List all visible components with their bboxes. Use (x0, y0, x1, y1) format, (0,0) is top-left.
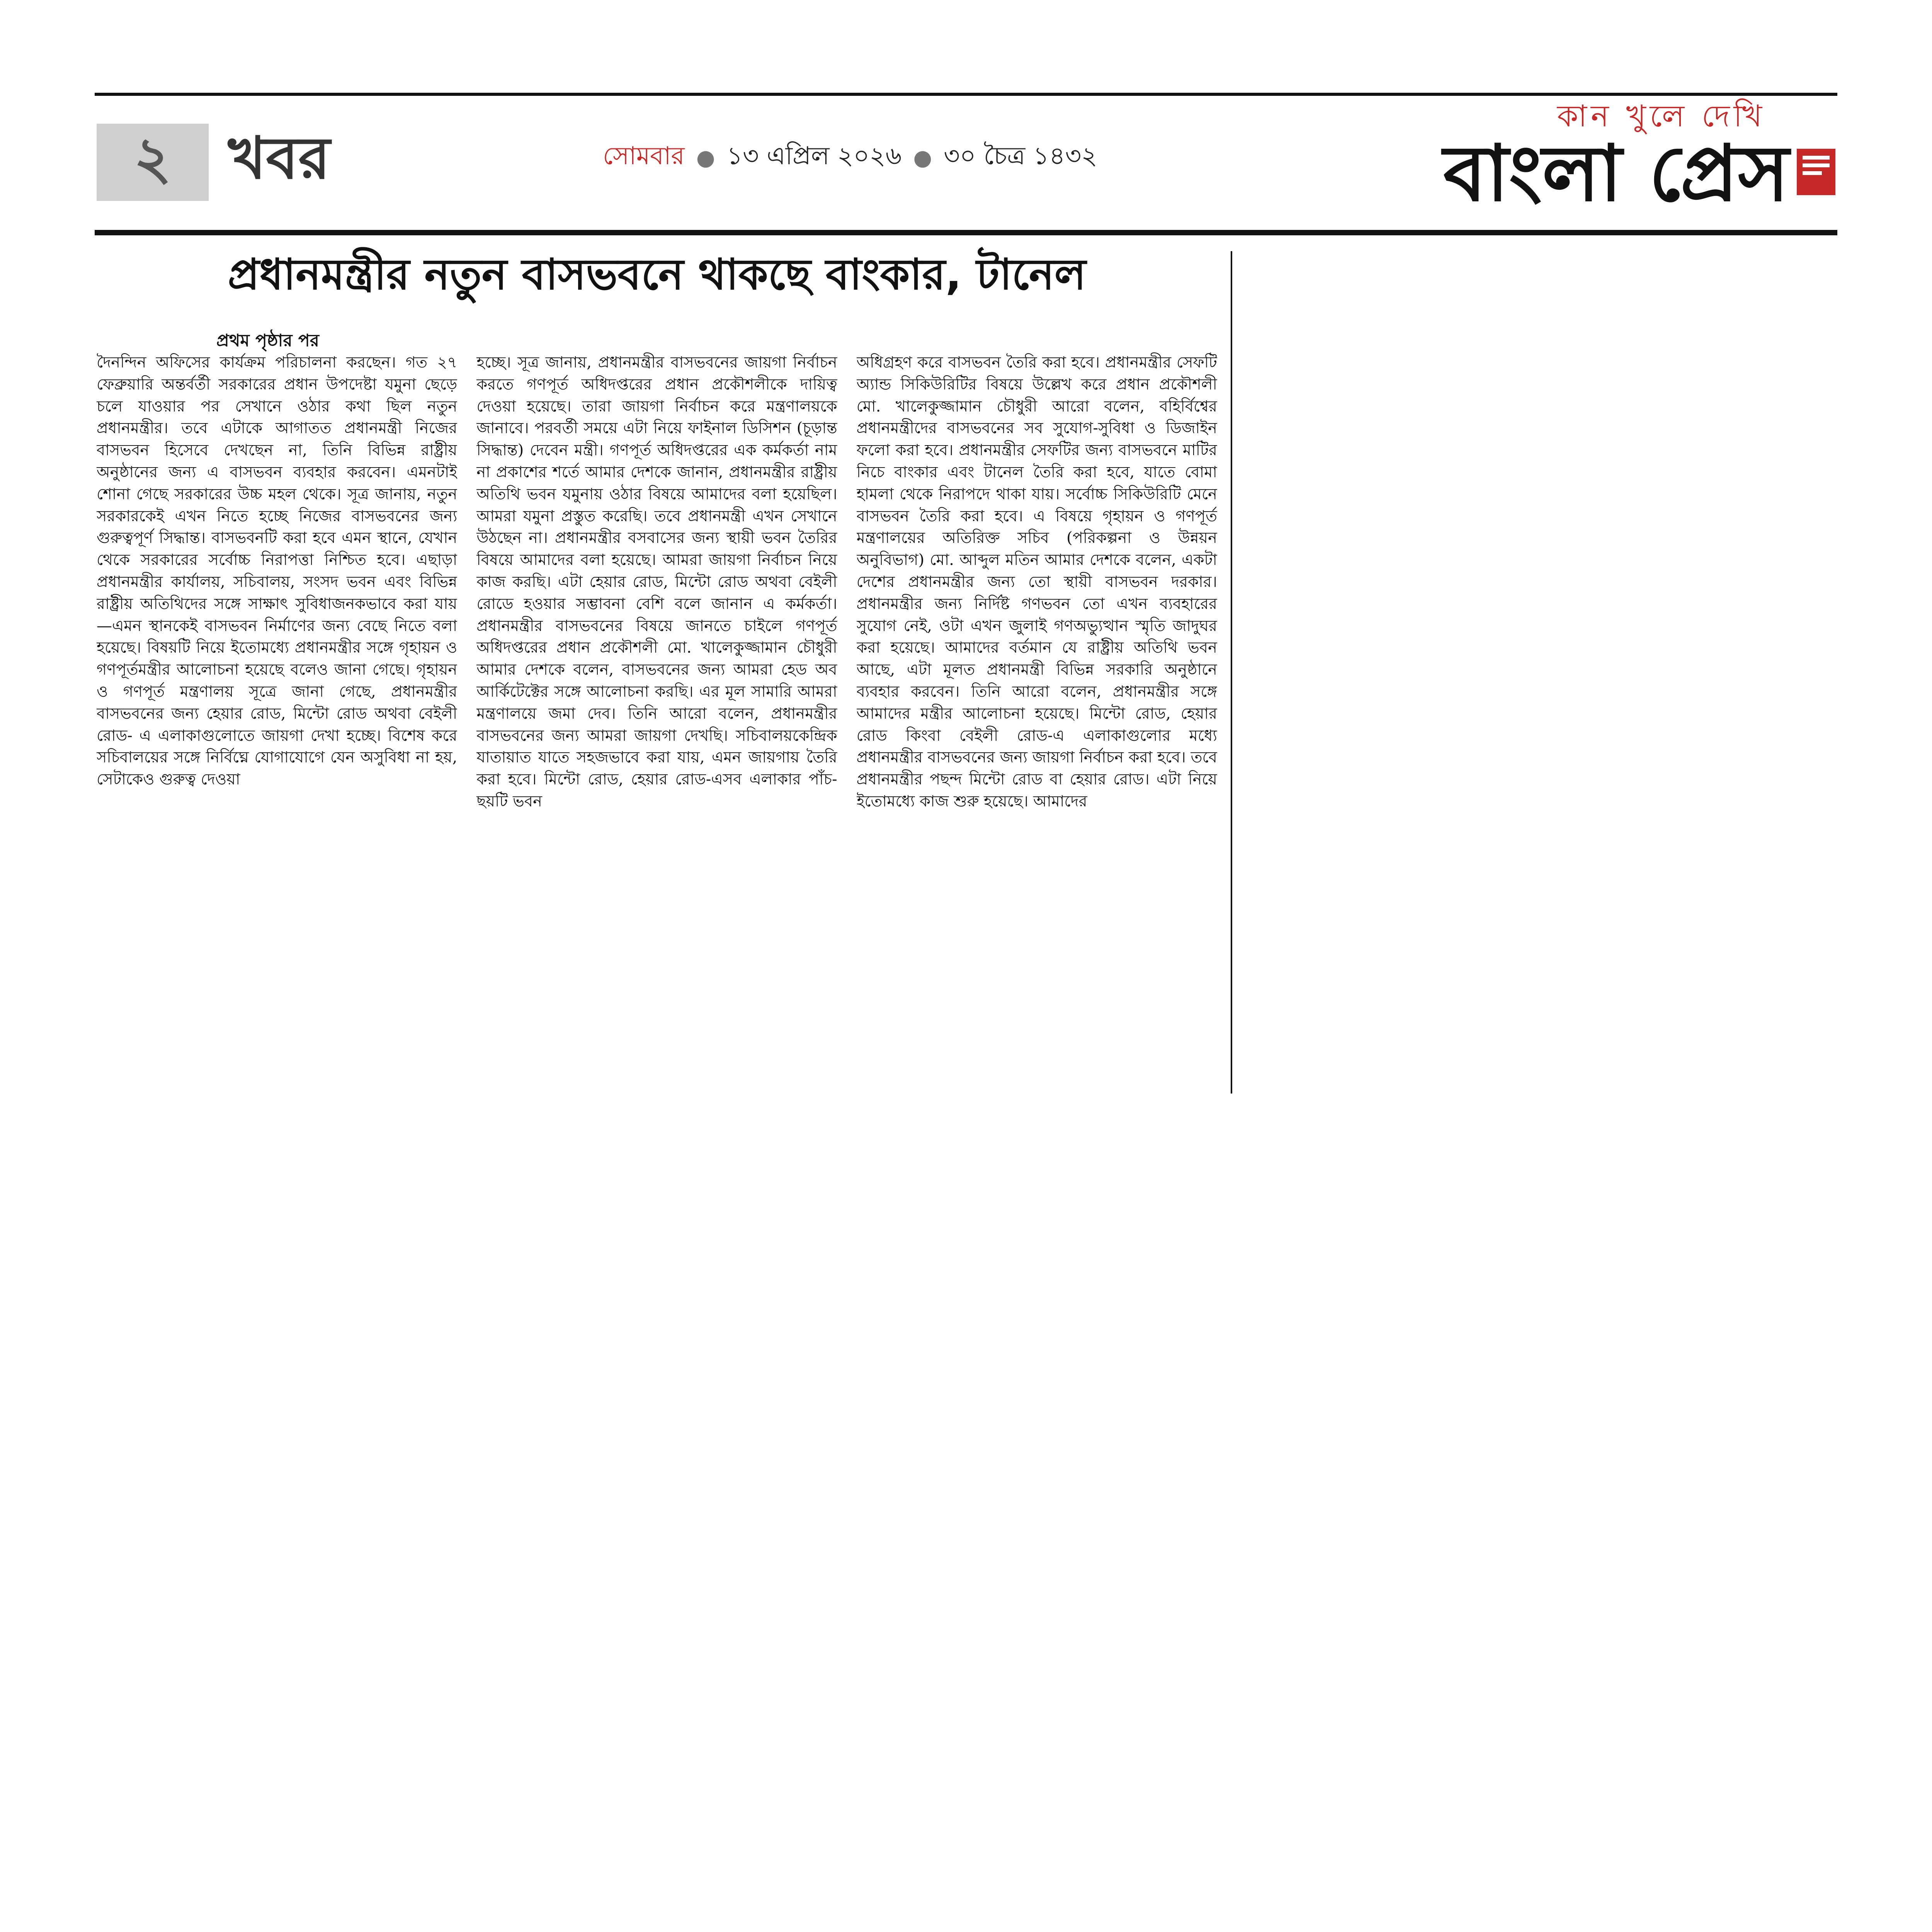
tagline: কান খুলে দেখি (1557, 99, 1766, 134)
weekday: সোমবার (603, 142, 685, 170)
date-line (603, 137, 1097, 179)
masthead-rule (95, 230, 1837, 235)
continued-label: প্রথম পৃষ্ঠার পর (216, 331, 319, 350)
date-bangla: ৩০ চৈত্র ১৪৩২ (944, 142, 1097, 170)
date-separator-icon: ● (913, 145, 932, 170)
column-divider (1231, 251, 1232, 1094)
date-gregorian: ১৩ এপ্রিল ২০২৬ (726, 142, 902, 170)
lead-headline: প্রধানমন্ত্রীর নতুন বাসভবনে থাকছে বাংকার, টানেল (228, 250, 1086, 299)
lead-story (97, 251, 1217, 298)
section-label: খবর (228, 125, 330, 192)
logo-mark-icon (1793, 145, 1839, 203)
page-number: ২ (97, 124, 209, 201)
lead-column: দৈনন্দিন অফিসের কার্যক্রম পরিচালনা করছেন। গত ২৭ ফেব্রুয়ারি অন্তর্বর্তী সরকারের প্রধান উপদেষ্টা যমুনা ছেড়ে চলে যাওয়ার পর সেখানে ওঠার কথা ছিল নতুন প্রধানমন্ত্রীর। তবে এটাকে আগাতত প্রধানমন্ত্রী নিজের বাসভবন হিসেবে দেখছেন না, তিনি বিভিন্ন রাষ্ট্রীয় অনুষ্ঠানের জন্য এ বাসভবন ব্যবহার করবেন। এমনটাই শোনা গেছে সরকারের উচ্চ মহল থেকে। সূত্র জানায়, নতুন সরকারকেই এখন নিতে হচ্ছে নিজের বাসভবনের জন্য গুরুত্বপূর্ণ সিদ্ধান্ত। বাসভবনটি করা হবে এমন স্থানে, যেখান থেকে সরকারের সর্বোচ্চ নিরাপত্তা নিশ্চিত হবে। এছাড়া প্রধানমন্ত্রীর কার্যালয়, সচিবালয়, সংসদ ভবন এবং বিভিন্ন রাষ্ট্রীয় অতিথিদের সঙ্গে সাক্ষাৎ সুবিধাজনকভাবে করা যায়—এমন স্থানকেই বাসভবন নির্মাণের জন্য বেছে নিতে বলা হয়েছে। বিষয়টি নিয়ে ইতোমধ্যে প্রধানমন্ত্রীর সঙ্গে গৃহায়ন ও গণপূর্তমন্ত্রীর আলোচনা হয়েছে বলেও জানা গেছে। গৃহায়ন ও গণপূর্ত মন্ত্রণালয় সূত্রে জানা গেছে, প্রধানমন্ত্রীর বাসভবনের জন্য হেয়ার রোড, মিন্টো রোড অথবা বেইলী রোড- এ এলাকাগুলোতে জায়গা দেখা হচ্ছে। বিশেষ করে সচিবালয়ের সঙ্গে নির্বিঘ্নে যোগাযোগে যেন অসুবিধা না হয়, সেটাকেও গুরুত্ব দেওয়া (97, 354, 457, 789)
date-separator-icon: ● (696, 145, 715, 170)
logo-text: বাংলা প্রেস (1443, 129, 1789, 219)
lead-column: হচ্ছে। সূত্র জানায়, প্রধানমন্ত্রীর বাসভবনের জায়গা নির্বাচন করতে গণপূর্ত অধিদপ্তরের প্রধান প্রকৌশলীকে দায়িত্ব দেওয়া হয়েছে। তারা জায়গা নির্বাচন করে মন্ত্রণালয়কে জানাবে। পরবর্তী সময়ে এটা নিয়ে ফাইনাল ডিসিশন (চূড়ান্ত সিদ্ধান্ত) দেবেন মন্ত্রী। গণপূর্ত অধিদপ্তরের এক কর্মকর্তা নাম না প্রকাশের শর্তে আমার দেশকে জানান, প্রধানমন্ত্রীর রাষ্ট্রীয় অতিথি ভবন যমুনায় ওঠার বিষয়ে আমাদের বলা হয়েছিল। আমরা যমুনা প্রস্তুত করেছি। তবে প্রধানমন্ত্রী এখন সেখানে উঠছেন না। প্রধানমন্ত্রীর বসবাসের জন্য স্থায়ী ভবন তৈরির বিষয়ে আমাদের বলা হয়েছে। আমরা জায়গা নির্বাচন নিয়ে কাজ করছি। এটা হেয়ার রোড, মিন্টো রোড অথবা বেইলী রোডে হওয়ার সম্ভাবনা বেশি বলে জানান এ কর্মকর্তা। প্রধানমন্ত্রীর বাসভবনের বিষয়ে জানতে চাইলে গণপূর্ত অধিদপ্তরের প্রধান প্রকৌশলী মো. খালেকুজ্জামান চৌধুরী আমার দেশকে বলেন, বাসভবনের জন্য আমরা হেড অব আর্কিটেক্টের সঙ্গে আলোচনা করছি। এর মূল সামারি আমরা মন্ত্রণালয়ে জমা দেব। তিনি আরো বলেন, প্রধানমন্ত্রীর বাসভবনের জন্য আমরা জায়গা দেখছি। সচিবালয়কেন্দ্রিক যাতায়াত যাতে সহজভাবে করা যায়, এমন জায়গায় তৈরি করা হবে। মিন্টো রোড, হেয়ার রোড-এসব এলাকার পাঁচ-ছয়টি ভবন (476, 354, 837, 810)
lead-columns (97, 352, 1217, 1094)
lead-column: অধিগ্রহণ করে বাসভবন তৈরি করা হবে। প্রধানমন্ত্রীর সেফটি অ্যান্ড সিকিউরিটির বিষয়ে উল্লেখ করে প্রধান প্রকৌশলী মো. খালেকুজ্জামান চৌধুরী আরো বলেন, বহির্বিশ্বের প্রধানমন্ত্রীদের বাসভবনের সব সুযোগ-সুবিধা ও ডিজাইন ফলো করা হবে। প্রধানমন্ত্রীর সেফটির জন্য বাসভবনে মাটির নিচে বাংকার এবং টানেল তৈরি করা হবে, যাতে বোমা হামলা থেকে নিরাপদে থাকা যায়। সর্বোচ্চ সিকিউরিটি মেনে বাসভবন তৈরি করা হবে। এ বিষয়ে গৃহায়ন ও গণপূর্ত মন্ত্রণালয়ের অতিরিক্ত সচিব (পরিকল্পনা ও উন্নয়ন অনুবিভাগ) মো. আব্দুল মতিন আমার দেশকে বলেন, একটা দেশের প্রধানমন্ত্রীর জন্য তো স্থায়ী বাসভবন দরকার। প্রধানমন্ত্রীর জন্য নির্দিষ্ট গণভবন তো এখন ব্যবহারের সুযোগ নেই, ওটা এখন জুলাই গণঅভ্যুত্থান স্মৃতি জাদুঘর করা হয়েছে। আমাদের বর্তমান যে রাষ্ট্রীয় অতিথি ভবন আছে, এটা মূলত প্রধানমন্ত্রী বিভিন্ন সরকারি অনুষ্ঠানে ব্যবহার করবেন। তিনি আরো বলেন, প্রধানমন্ত্রীর সঙ্গে আমাদের মন্ত্রীর আলোচনা হয়েছে। মিন্টো রোড, হেয়ার রোড কিংবা বেইলী রোড-এ এলাকাগুলোর মধ্যে প্রধানমন্ত্রীর বাসভবনের জন্য জায়গা নির্বাচন করা হবে। তবে প্রধানমন্ত্রীর পছন্দ মিন্টো রোড বা হেয়ার রোড। এটা নিয়ে ইতোমধ্যে কাজ শুরু হয়েছে। আমাদের (856, 354, 1217, 810)
logo[interactable] (1437, 129, 1839, 219)
